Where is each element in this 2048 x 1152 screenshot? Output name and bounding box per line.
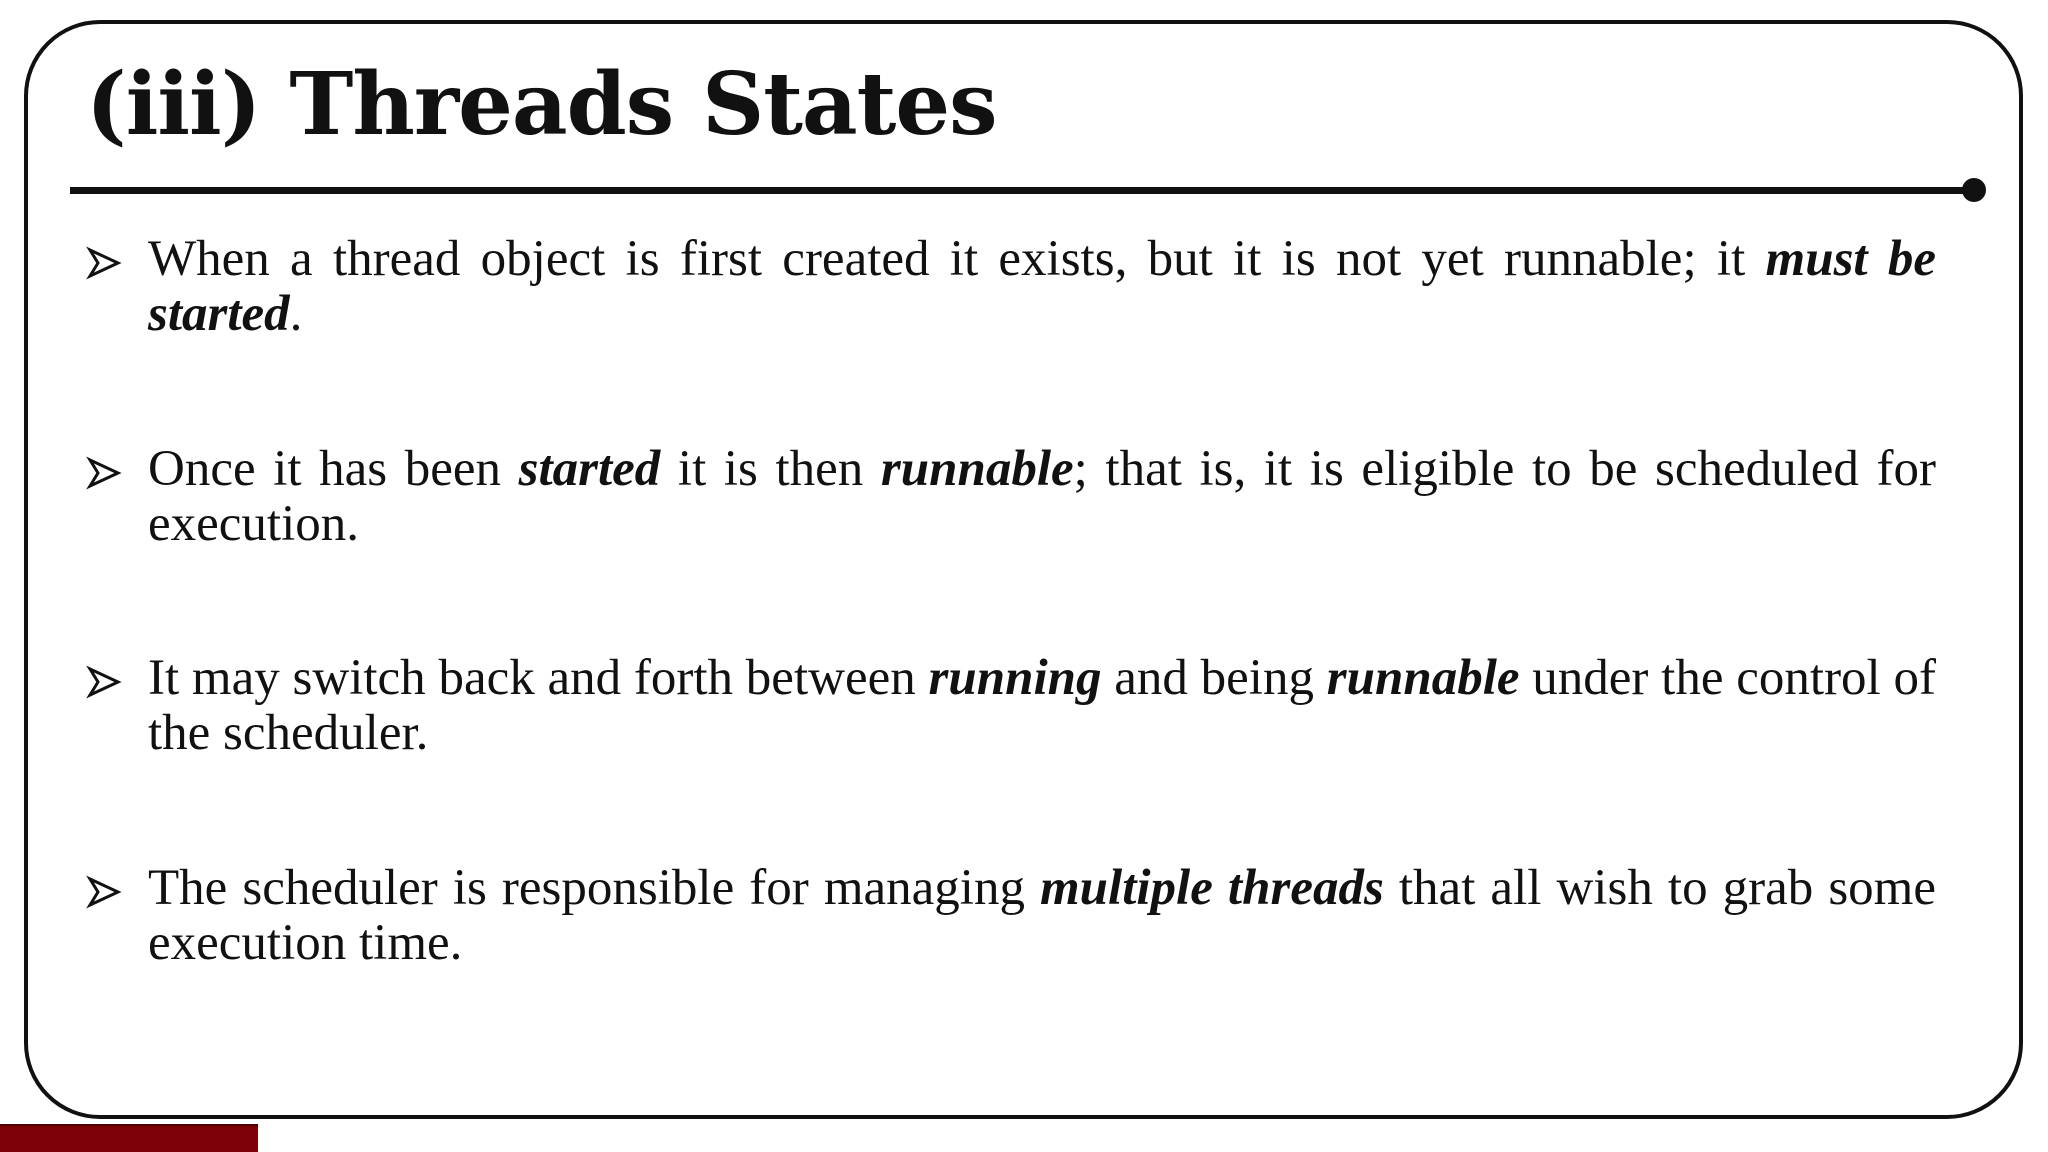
bullet-text-run: it is then <box>660 441 881 497</box>
emphasized-text: multiple threads <box>1040 860 1384 916</box>
bullet-text-run: When a thread object is first created it exists, but it is not yet runnable; it <box>148 231 1766 287</box>
footer-accent-bar <box>0 1124 258 1152</box>
bullet-text-run: Once it has been <box>148 441 519 497</box>
bullet-text-run: and being <box>1101 650 1327 706</box>
bullet-text-run: It may switch back and forth between <box>148 650 929 706</box>
emphasized-text: runnable <box>1326 650 1520 706</box>
bullet-text <box>148 232 1936 342</box>
bullet-text <box>148 861 1936 971</box>
emphasized-text: runnable <box>880 441 1074 497</box>
slide-title: (iii) Threads States <box>86 54 997 155</box>
arrowhead-bullet-icon <box>86 236 122 284</box>
bullet-text-run: under the control of the scheduler. <box>148 650 1936 761</box>
arrowhead-bullet-icon <box>86 446 122 494</box>
bullet-text <box>148 651 1936 761</box>
emphasized-text: must be started <box>148 231 1936 342</box>
arrowhead-bullet-icon <box>86 865 122 913</box>
bullet-text-run: The scheduler is responsible for managing <box>148 860 1041 916</box>
bullet-text-run: . <box>289 286 303 342</box>
bullet-text <box>148 442 1936 552</box>
emphasized-text: started <box>518 441 661 497</box>
bullet-text-run: that all wish to grab some execution time. <box>148 860 1936 971</box>
emphasized-text: running <box>928 650 1102 706</box>
arrowhead-bullet-icon <box>86 655 122 703</box>
bullet-text-run: ; that is, it is eligible to be scheduled for execution. <box>148 441 1936 552</box>
